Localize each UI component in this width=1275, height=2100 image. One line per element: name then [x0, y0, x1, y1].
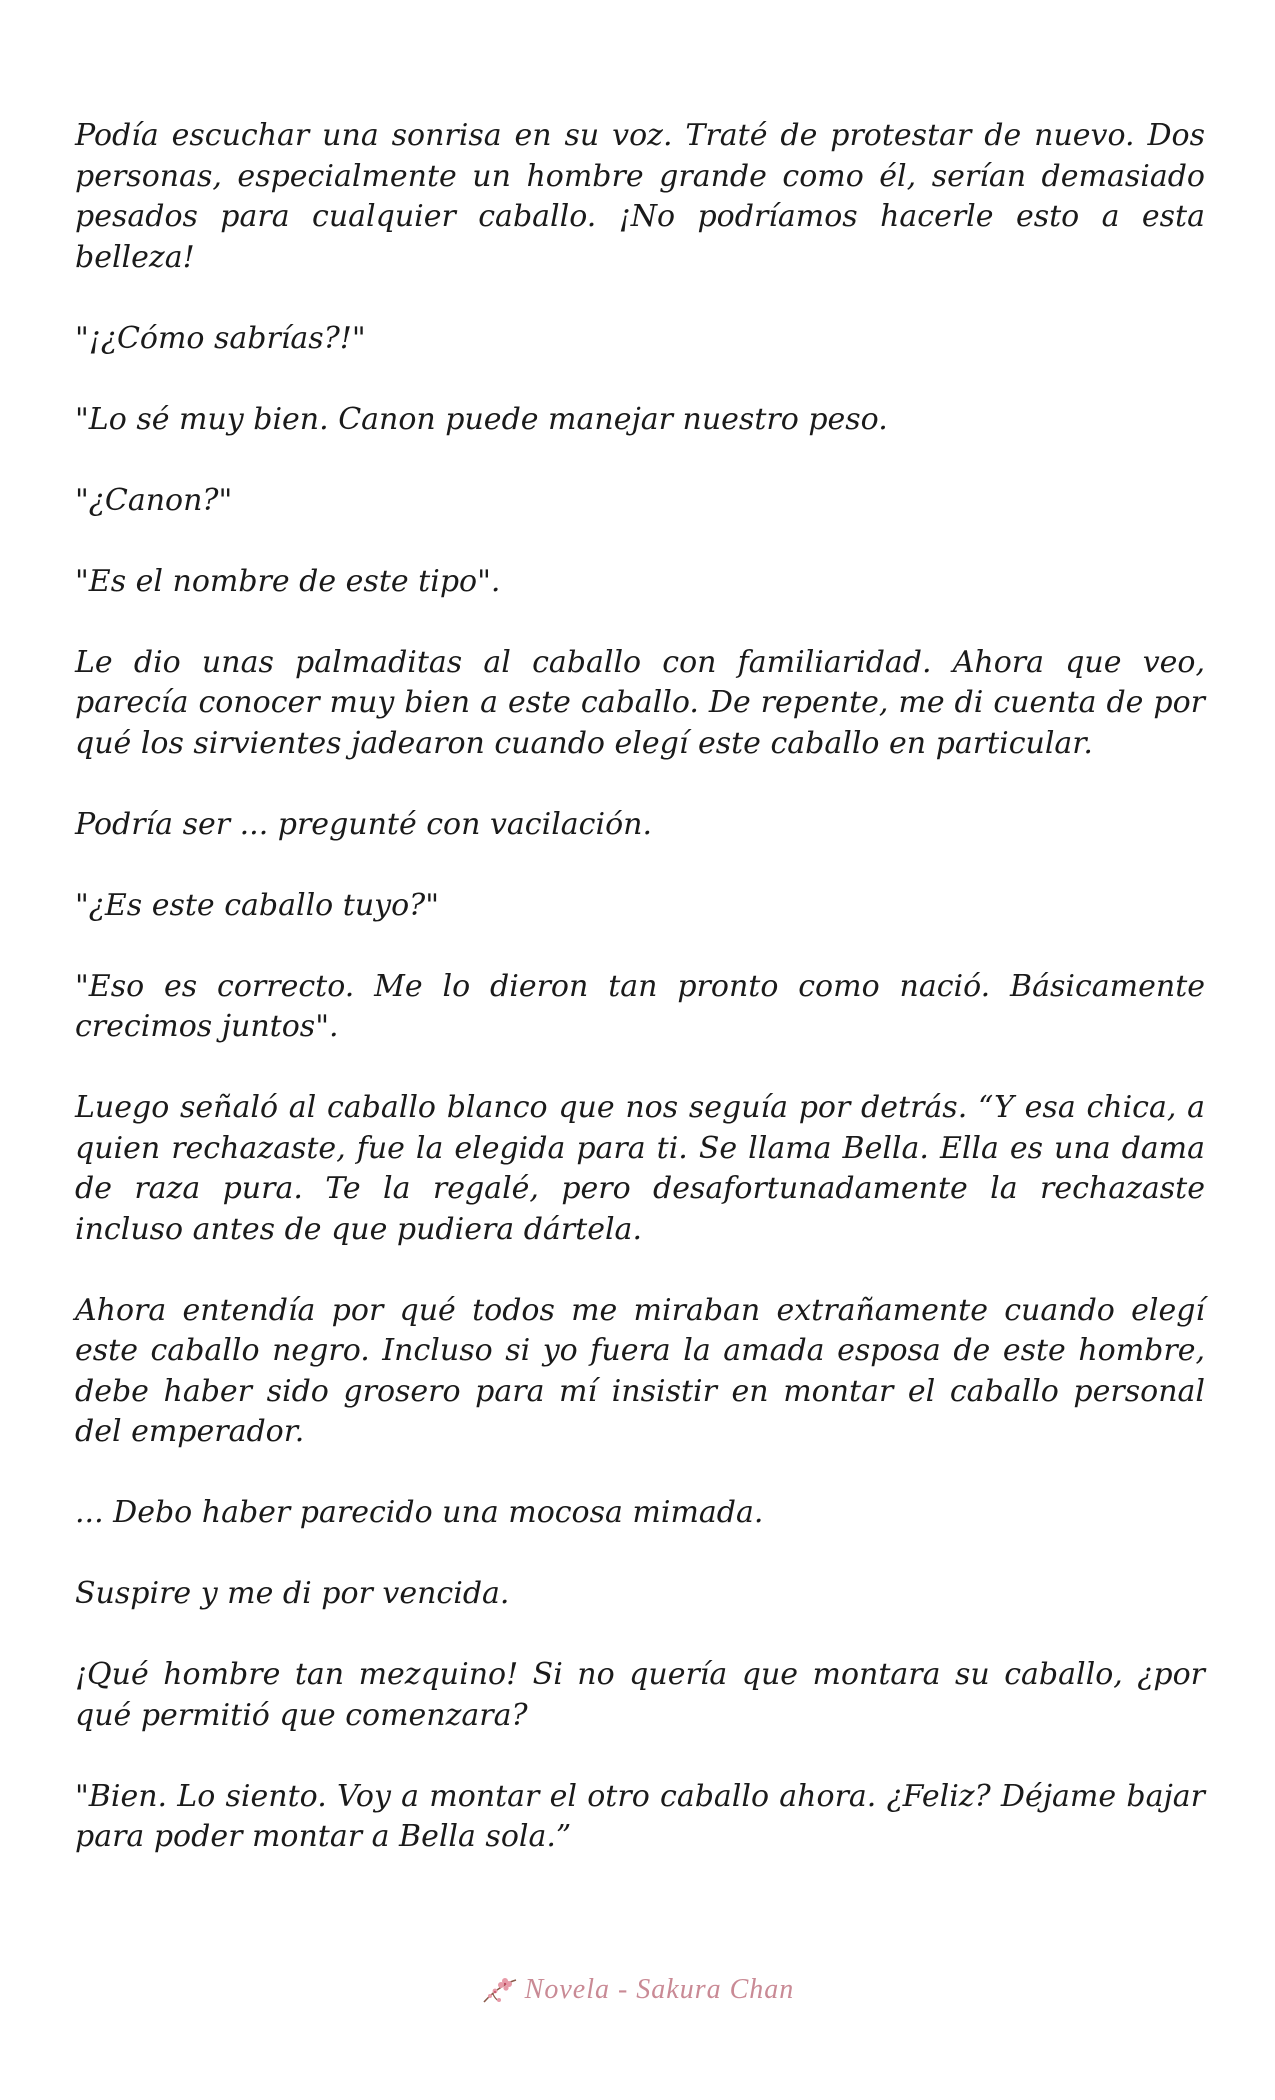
- paragraph: "¿Canon?": [75, 482, 233, 518]
- paragraph: "¡¿Cómo sabrías?!": [75, 320, 366, 356]
- paragraph: Luego señaló al caballo blanco que nos seguía por detrás. “Y esa chica, a quien rechazaste, fue la elegida para ti. Se llama Bella. Ella es una dama de raza pura. Te la regalé, pero desafortunadamente la rechazaste incluso antes de que pudiera dártela.: [75, 1090, 1205, 1247]
- paragraph: "¿Es este caballo tuyo?": [75, 887, 440, 923]
- paragraph: Le dio unas palmaditas al caballo con familiaridad. Ahora que veo, parecía conocer muy bien a este caballo. De repente, me di cuenta de por qué los sirvientes jadearon cuando elegí este caballo en particular.: [75, 644, 1205, 761]
- paragraph: Podría ser ... pregunté con vacilación.: [75, 806, 653, 842]
- footer: [0, 1968, 1275, 2012]
- paragraph: "Bien. Lo siento. Voy a montar el otro caballo ahora. ¿Feliz? Déjame bajar para poder montar a Bella sola.”: [75, 1778, 1205, 1854]
- watermark: [481, 1972, 795, 2008]
- cherry-blossom-icon: [481, 1972, 519, 2008]
- paragraph: Podía escuchar una sonrisa en su voz. Traté de protestar de nuevo. Dos personas, especialmente un hombre grande como él, serían demasiado pesados para cualquier caballo. ¡No podríamos hacerle esto a esta belleza!: [75, 118, 1205, 275]
- paragraph: "Lo sé muy bien. Canon puede manejar nuestro peso.: [75, 401, 888, 437]
- watermark-text: Novela - Sakura Chan: [524, 1974, 795, 2005]
- paragraph: ... Debo haber parecido una mocosa mimada.: [75, 1495, 764, 1530]
- paragraph: ¡Qué hombre tan mezquino! Si no quería que montara su caballo, ¿por qué permitió que comenzara?: [75, 1657, 1205, 1733]
- novel-text: [75, 116, 1205, 1898]
- paragraph: Ahora entendía por qué todos me miraban extrañamente cuando elegí este caballo negro. Incluso si yo fuera la amada esposa de este hombre, debe haber sido grosero para mí insistir en montar el caballo personal del emperador.: [75, 1292, 1205, 1449]
- paragraph: Suspire y me di por vencida.: [75, 1576, 510, 1611]
- paragraph: "Eso es correcto. Me lo dieron tan pronto como nació. Básicamente crecimos juntos".: [75, 968, 1205, 1044]
- paragraph: "Es el nombre de este tipo".: [75, 563, 501, 599]
